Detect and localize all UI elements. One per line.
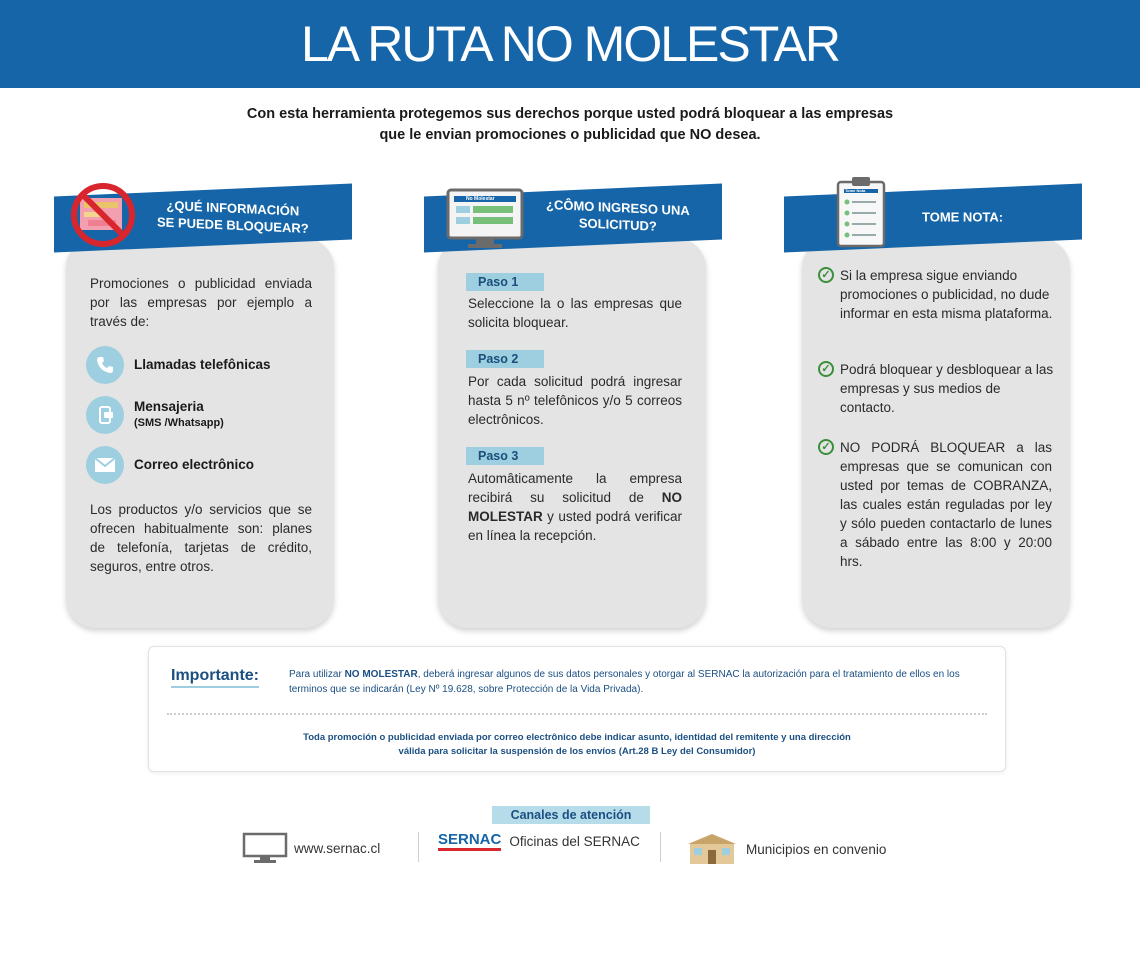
step-3-badge: Paso 3: [466, 447, 544, 465]
mail-icon: [86, 446, 124, 484]
card-take-note-title: TOME NOTA:: [922, 209, 1004, 225]
intro-line-1: Con esta herramienta protegemos sus derechos porque usted podrá bloquear a las empresas: [246, 106, 894, 122]
note-item-2: [818, 360, 1054, 417]
monitor-screen-label: No Molestar: [466, 196, 495, 202]
step-1-badge: Paso 1: [466, 273, 544, 291]
channel-municipios[interactable]: [684, 832, 886, 866]
separator: [418, 832, 419, 862]
step-3-text: Automâticamente la empresa recibirá su solicitud de NO MOLESTAR y usted podrá verificar en línea la recepción.: [468, 471, 682, 543]
separator: [660, 832, 661, 862]
important-title: Importante:: [171, 667, 259, 688]
important-footer-line-1: Toda promoción o publicidad enviada por correo electrônico debe indicar asunto, identidad del remitente y una dirección: [303, 732, 851, 743]
page-title: LA RUTA NO MOLESTAR: [300, 16, 840, 72]
message-icon: [86, 396, 124, 434]
note-text-3: NO PODRÁ BLOQUEAR a las empresas que se comunican con usted por temas de COBRANZA, las cuales están reguladas por ley y sólo pueden contactarlo de lunes a sábado entre las 8:00 y 20:00 hrs.: [840, 440, 1052, 569]
dotted-divider: [167, 713, 987, 715]
card-what-info-title-2: SE PUEDE BLOQUEAR?: [157, 214, 309, 237]
monitor-icon: [446, 188, 524, 250]
card-how-to-title-2: SOLICITUD?: [578, 215, 657, 234]
note-text-2: Podrá bloquear y desbloquear a las empresas y sus medios de contacto.: [840, 362, 1054, 415]
channel-mail: [86, 446, 254, 484]
note-item-3: [818, 438, 1054, 571]
check-icon: ✓: [818, 361, 834, 377]
card-what-info-title-1: ¿QUÉ INFORMACIÓN: [166, 197, 300, 219]
intro-line-2: que le envian promociones o publicidad que NO desea.: [379, 127, 761, 143]
channel-oficinas-label[interactable]: Oficinas del SERNAC: [509, 834, 640, 849]
computer-icon: [242, 832, 288, 864]
clipboard-icon: [836, 176, 886, 248]
sernac-logo: SERNAC: [438, 832, 501, 851]
intro-text: [0, 104, 1140, 146]
note-text-1: Si la empresa sigue enviando promociones o publicidad, no dude informar en esta misma plataforma.: [840, 268, 1053, 321]
note-item-1: [818, 266, 1054, 323]
step-2-badge: Paso 2: [466, 350, 544, 368]
important-box: [148, 646, 1006, 772]
title-banner: [0, 0, 1140, 88]
channel-phone-label: Llamadas telefônicas: [134, 357, 271, 372]
channel-web[interactable]: [242, 832, 380, 864]
card-what-info-outro: Los productos y/o servicios que se ofrecen habitualmente son: planes de telefonía, tarjetas de crédito, seguros, entre otros.: [90, 502, 312, 574]
channel-web-label[interactable]: www.sernac.cl: [294, 840, 381, 856]
important-footer-line-2: válida para solicitar la suspensión de los envíos (Art.28 B Ley del Consumidor): [398, 746, 756, 757]
channel-message-sub: (SMS /Whatsapp): [134, 417, 224, 429]
channel-municipios-label[interactable]: Municipios en convenio: [746, 841, 887, 857]
card-what-info-intro: Promociones o publicidad enviada por las empresas por ejemplo a través de:: [90, 276, 312, 329]
channel-message: [86, 396, 224, 434]
important-text: Para utilizar NO MOLESTAR, deberá ingresar algunos de sus datos personales y otorgar al SERNAC la autorización para el tratamiento de ellos en los terminos que se indicarán (Ley Nº 19.628, sobre Protección de la Vida Privada).: [289, 669, 960, 695]
card-how-to-title-1: ¿CÔMO INGRESO UNA: [546, 196, 690, 219]
channels-title: Canales de atención: [492, 806, 650, 824]
channel-mail-label: Correo electrônico: [134, 457, 255, 472]
step-2-text: Por cada solicitud podrá ingresar hasta 5 nº telefônicos y/o 5 correos electrônicos.: [468, 374, 682, 427]
important-footer: [149, 731, 1005, 759]
check-icon: ✓: [818, 267, 834, 283]
check-icon: ✓: [818, 439, 834, 455]
channel-message-label: Mensajeria: [134, 399, 204, 414]
building-icon: [684, 832, 740, 866]
phone-icon: [86, 346, 124, 384]
channel-oficinas[interactable]: [438, 832, 640, 851]
clipboard-label: Tome Nota: [845, 188, 866, 193]
channel-phone: [86, 346, 271, 384]
step-1-text: Seleccione la o las empresas que solicita bloquear.: [468, 296, 682, 330]
no-promotions-icon: [70, 182, 136, 248]
